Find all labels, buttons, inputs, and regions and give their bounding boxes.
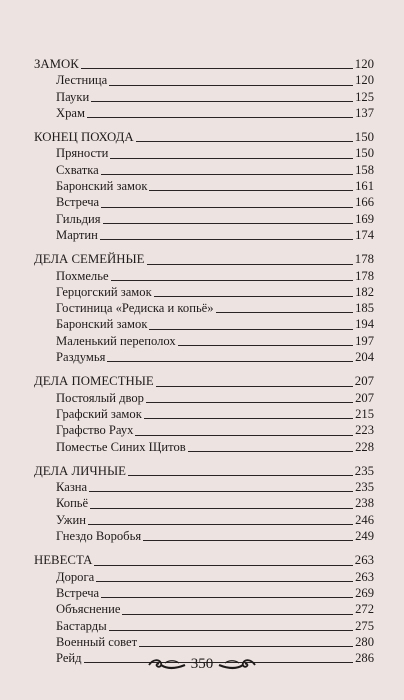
leader-line bbox=[101, 597, 353, 598]
toc-subentry bbox=[34, 227, 374, 243]
toc-subentry-title: Баронский замок bbox=[56, 317, 148, 332]
toc-subentry bbox=[34, 72, 374, 88]
toc-subentry-title: Военный совет bbox=[56, 634, 138, 649]
toc-subentry bbox=[34, 211, 374, 227]
leader-line bbox=[90, 508, 353, 509]
leader-line bbox=[136, 141, 353, 142]
toc-subentry-page: 169 bbox=[355, 211, 374, 226]
toc-section bbox=[34, 56, 374, 121]
leader-line bbox=[144, 418, 353, 419]
toc-subentry-title: Встреча bbox=[56, 585, 100, 600]
leader-line bbox=[96, 581, 353, 582]
toc-subentry bbox=[34, 406, 374, 422]
toc-chapter-entry-title: ДЕЛА ЛИЧНЫЕ bbox=[34, 463, 126, 478]
toc-subentry-title: Дорога bbox=[56, 569, 95, 584]
toc-subentry-page: 269 bbox=[355, 585, 374, 600]
toc-subentry-title: Раздумья bbox=[56, 350, 106, 365]
toc-subentry-page: 161 bbox=[355, 179, 374, 194]
toc-subentry-title: Графство Раух bbox=[56, 423, 134, 438]
toc-subentry-title: Гнездо Воробья bbox=[56, 529, 142, 544]
leader-line bbox=[101, 207, 353, 208]
toc-subentry-title: Ужин bbox=[56, 512, 86, 527]
leader-line bbox=[216, 312, 354, 313]
toc-subentry bbox=[34, 512, 374, 528]
toc-subentry-page: 182 bbox=[355, 284, 374, 299]
toc-subentry-page: 178 bbox=[355, 268, 374, 283]
toc-subentry-page: 207 bbox=[355, 390, 374, 405]
toc-chapter-entry-page: 178 bbox=[354, 252, 374, 267]
leader-line bbox=[154, 296, 353, 297]
toc-subentry bbox=[34, 479, 374, 495]
toc-subentry-title: Схватка bbox=[56, 162, 99, 177]
toc-subentry-title: Объяснение bbox=[56, 602, 121, 617]
toc-subentry-page: 158 bbox=[355, 162, 374, 177]
leader-line bbox=[101, 174, 353, 175]
toc-chapter-entry bbox=[34, 129, 374, 145]
toc-subentry-page: 197 bbox=[355, 333, 374, 348]
toc-subentry-page: 275 bbox=[355, 618, 374, 633]
toc-chapter-entry bbox=[34, 373, 374, 389]
toc-subentry bbox=[34, 105, 374, 121]
toc-subentry-title: Встреча bbox=[56, 195, 100, 210]
leader-line bbox=[149, 329, 353, 330]
toc-subentry-title: Маленький переполох bbox=[56, 333, 176, 348]
leader-line bbox=[188, 451, 353, 452]
toc-subentry-title: Баронский замок bbox=[56, 179, 148, 194]
toc-section bbox=[34, 373, 374, 454]
toc-subentry-title: Рейд bbox=[56, 651, 82, 666]
toc-subentry-page: 150 bbox=[355, 146, 374, 161]
toc-subentry bbox=[34, 194, 374, 210]
toc-subentry-page: 174 bbox=[355, 227, 374, 242]
toc-subentry bbox=[34, 422, 374, 438]
toc-subentry-title: Пауки bbox=[56, 89, 90, 104]
toc-subentry-title: Герцогский замок bbox=[56, 284, 152, 299]
toc-subentry-page: 246 bbox=[355, 512, 374, 527]
leader-line bbox=[139, 646, 353, 647]
toc-subentry-page: 194 bbox=[355, 317, 374, 332]
toc-subentry-page: 223 bbox=[355, 423, 374, 438]
leader-line bbox=[143, 540, 353, 541]
toc-subentry-page: 137 bbox=[355, 105, 374, 120]
toc-subentry-title: Похмелье bbox=[56, 268, 109, 283]
toc-section bbox=[34, 251, 374, 365]
toc-subentry bbox=[34, 162, 374, 178]
toc-subentry bbox=[34, 178, 374, 194]
toc-subentry bbox=[34, 618, 374, 634]
toc-section bbox=[34, 129, 374, 243]
leader-line bbox=[88, 524, 353, 525]
toc-subentry bbox=[34, 284, 374, 300]
leader-line bbox=[109, 85, 353, 86]
toc-subentry-page: 280 bbox=[355, 634, 374, 649]
toc-subentry-title: Гостиница «Редиска и копьё» bbox=[56, 301, 214, 316]
toc-subentry-page: 204 bbox=[355, 350, 374, 365]
leader-line bbox=[89, 491, 353, 492]
toc-chapter-entry bbox=[34, 552, 374, 568]
toc-subentry bbox=[34, 585, 374, 601]
toc-subentry bbox=[34, 268, 374, 284]
toc-subentry bbox=[34, 349, 374, 365]
toc-subentry-title: Казна bbox=[56, 480, 88, 495]
table-of-contents bbox=[34, 56, 374, 674]
leader-line bbox=[111, 280, 354, 281]
toc-subentry-page: 286 bbox=[355, 651, 374, 666]
toc-chapter-entry-title: ДЕЛА ПОМЕСТНЫЕ bbox=[34, 374, 154, 389]
leader-line bbox=[87, 117, 353, 118]
leader-line bbox=[135, 435, 353, 436]
toc-subentry-page: 238 bbox=[355, 496, 374, 511]
toc-chapter-entry-page: 207 bbox=[354, 374, 374, 389]
toc-chapter-entry-title: КОНЕЦ ПОХОДА bbox=[34, 130, 134, 145]
toc-subentry-title: Храм bbox=[56, 105, 85, 120]
toc-chapter-entry-title: ДЕЛА СЕМЕЙНЫЕ bbox=[34, 252, 145, 267]
toc-section bbox=[34, 552, 374, 666]
toc-subentry bbox=[34, 333, 374, 349]
toc-subentry bbox=[34, 300, 374, 316]
toc-subentry-page: 228 bbox=[355, 439, 374, 454]
toc-chapter-entry-page: 120 bbox=[354, 57, 374, 71]
toc-subentry-page: 215 bbox=[355, 406, 374, 421]
leader-line bbox=[91, 101, 353, 102]
toc-subentry bbox=[34, 634, 374, 650]
toc-subentry bbox=[34, 145, 374, 161]
leader-line bbox=[94, 565, 352, 566]
toc-subentry-title: Мартин bbox=[56, 227, 98, 242]
toc-subentry bbox=[34, 495, 374, 511]
toc-subentry-title: Бастарды bbox=[56, 618, 107, 633]
toc-chapter-entry bbox=[34, 251, 374, 267]
toc-subentry-page: 263 bbox=[355, 569, 374, 584]
leader-line bbox=[122, 614, 353, 615]
toc-subentry-title: Графский замок bbox=[56, 406, 142, 421]
toc-subentry-page: 249 bbox=[355, 529, 374, 544]
left-flourish-ornament-icon bbox=[147, 658, 187, 672]
toc-subentry bbox=[34, 316, 374, 332]
toc-chapter-entry-page: 150 bbox=[354, 130, 374, 145]
toc-subentry-title: Пряности bbox=[56, 146, 109, 161]
toc-subentry bbox=[34, 601, 374, 617]
toc-section bbox=[34, 463, 374, 544]
toc-subentry-page: 235 bbox=[355, 480, 374, 495]
leader-line bbox=[100, 239, 353, 240]
toc-chapter-entry bbox=[34, 463, 374, 479]
toc-subentry bbox=[34, 390, 374, 406]
leader-line bbox=[103, 223, 354, 224]
toc-subentry-page: 166 bbox=[355, 195, 374, 210]
leader-line bbox=[109, 630, 353, 631]
leader-line bbox=[156, 386, 353, 387]
toc-subentry bbox=[34, 528, 374, 544]
leader-line bbox=[107, 361, 353, 362]
right-flourish-ornament-icon bbox=[217, 658, 257, 672]
leader-line bbox=[178, 345, 353, 346]
toc-subentry-page: 185 bbox=[355, 301, 374, 316]
leader-line bbox=[149, 190, 353, 191]
toc-subentry-title: Постоялый двор bbox=[56, 390, 144, 405]
toc-subentry-page: 125 bbox=[355, 89, 374, 104]
toc-subentry-title: Копьё bbox=[56, 496, 89, 511]
toc-subentry-page: 272 bbox=[355, 602, 374, 617]
leader-line bbox=[146, 402, 353, 403]
toc-chapter-entry-page: 263 bbox=[354, 553, 374, 568]
toc-subentry-title: Лестница bbox=[56, 73, 108, 88]
leader-line bbox=[147, 264, 353, 265]
toc-subentry bbox=[34, 439, 374, 455]
leader-line bbox=[110, 158, 353, 159]
page-footer bbox=[0, 656, 404, 673]
toc-subentry-page: 120 bbox=[355, 73, 374, 88]
toc-subentry-title: Поместье Синих Щитов bbox=[56, 439, 186, 454]
page-number: 350 bbox=[190, 656, 214, 672]
toc-chapter-entry bbox=[34, 56, 374, 72]
toc-chapter-entry-title: ЗАМОК bbox=[34, 57, 79, 71]
toc-subentry-title: Гильдия bbox=[56, 211, 101, 226]
leader-line bbox=[128, 475, 353, 476]
toc-chapter-entry-page: 235 bbox=[354, 463, 374, 478]
toc-subentry bbox=[34, 569, 374, 585]
toc-chapter-entry-title: НЕВЕСТА bbox=[34, 553, 93, 568]
leader-line bbox=[81, 68, 353, 69]
toc-subentry bbox=[34, 89, 374, 105]
